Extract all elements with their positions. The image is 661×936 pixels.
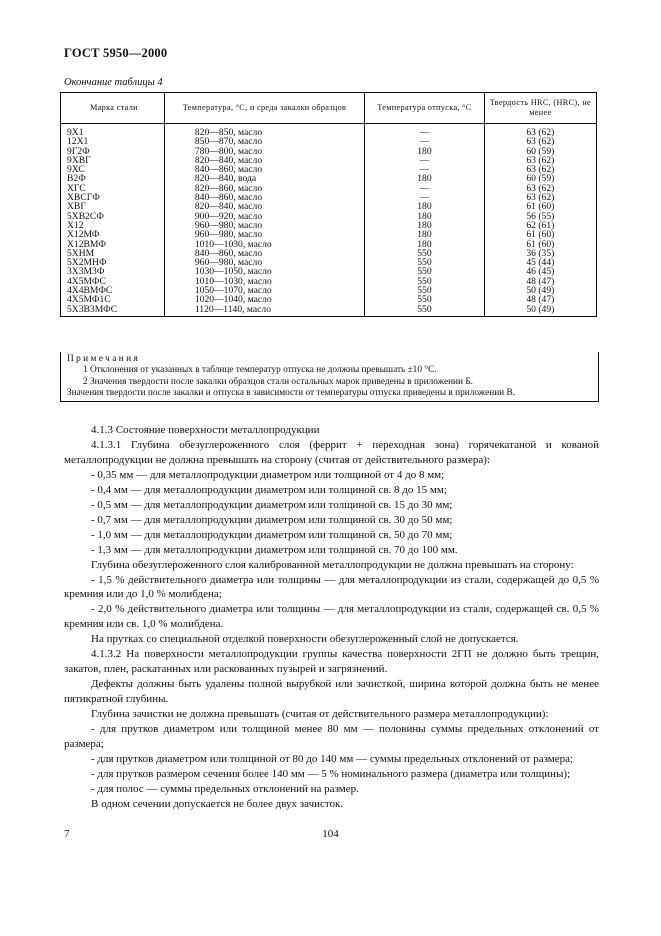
cell-quench: 960—980, масло <box>164 230 364 239</box>
cell-temper: 550 <box>365 258 485 267</box>
table-row <box>61 156 597 165</box>
paragraph: На прутках со специальной отделкой поверхности обезуглероженный слой не допускается. <box>91 633 519 646</box>
cell-quench: 820—860, масло <box>164 184 364 193</box>
cell-steel-grade: 12Х1 <box>61 137 165 146</box>
cell-steel-grade: В2Ф <box>61 174 165 183</box>
paragraph: 4.1.3.1 Глубина обезуглероженного слоя (феррит + переходная зона) горячекатаной и кованой металлопродукции не должна превышать на сторону (считая от действительного размера): <box>64 438 599 466</box>
cell-temper: 550 <box>365 295 485 304</box>
cell-hardness: 63 (62) <box>484 193 596 202</box>
note-2: 2 Значения твердости после закалки образцов стали остальных марок приведены в приложении Б. <box>83 376 473 387</box>
table-row <box>61 305 597 317</box>
cell-temper: — <box>365 137 485 146</box>
cell-hardness: 48 (47) <box>484 295 596 304</box>
table-row <box>61 249 597 258</box>
cell-quench: 1010—1030, масло <box>164 277 364 286</box>
cell-hardness: 50 (49) <box>484 286 596 295</box>
page-number: 104 <box>322 828 339 840</box>
list-item: - 0,35 мм — для металлопродукции диаметром или толщиной от 4 до 8 мм; <box>91 468 445 481</box>
cell-hardness: 48 (47) <box>484 277 596 286</box>
cell-quench: 1010—1030, масло <box>164 240 364 249</box>
table-header-row <box>61 93 597 124</box>
cell-steel-grade: 4Х5МФ1С <box>61 295 165 304</box>
cell-steel-grade: ХВСГФ <box>61 193 165 202</box>
table-body <box>61 124 597 317</box>
cell-temper: 550 <box>365 249 485 258</box>
table-row <box>61 212 597 221</box>
section-heading: 4.1.3 Состояние поверхности металлопродукции <box>91 424 320 436</box>
list-item: - 1,5 % действительного диаметра или толщины — для металлопродукции из стали, содержащей до 0,5 % кремния или до 1,0 % молибдена; <box>64 573 599 601</box>
cell-quench: 850—870, масло <box>164 137 364 146</box>
cell-steel-grade: 4Х5МФС <box>61 277 165 286</box>
table-notes <box>60 352 599 402</box>
header-quench-temperature: Температура, °С, и среда закалки образцов <box>164 93 364 124</box>
cell-hardness: 63 (62) <box>484 137 596 146</box>
cell-hardness: 60 (59) <box>484 174 596 183</box>
header-temper-temperature: Температура отпуска, °С <box>365 93 485 124</box>
list-item: - 1,3 мм — для металлопродукции диаметром или толщиной св. 70 до 100 мм. <box>91 543 458 556</box>
table-row <box>61 193 597 202</box>
table-row <box>61 147 597 156</box>
cell-temper: 180 <box>365 221 485 230</box>
cell-temper: 180 <box>365 202 485 211</box>
cell-hardness: 63 (62) <box>484 165 596 174</box>
cell-steel-grade: 5Х3В3МФС <box>61 305 165 317</box>
cell-quench: 1120—1140, масло <box>164 305 364 317</box>
cell-steel-grade: 3Х3М3Ф <box>61 267 165 276</box>
list-item: - для прутков диаметром или толщиной менее 80 мм — половины суммы предельных отклонений от размера; <box>64 723 599 751</box>
cell-quench: 820—850, масло <box>164 124 364 138</box>
cell-hardness: 45 (44) <box>484 258 596 267</box>
cell-steel-grade: 5Х2МНФ <box>61 258 165 267</box>
table-row <box>61 277 597 286</box>
cell-hardness: 61 (60) <box>484 240 596 249</box>
cell-steel-grade: Х12 <box>61 221 165 230</box>
cell-steel-grade: 5ХНМ <box>61 249 165 258</box>
table-row <box>61 240 597 249</box>
cell-temper: — <box>365 165 485 174</box>
cell-quench: 900—920, масло <box>164 212 364 221</box>
cell-hardness: 61 (60) <box>484 230 596 239</box>
cell-hardness: 36 (35) <box>484 249 596 258</box>
cell-temper: 550 <box>365 305 485 317</box>
note-1: 1 Отклонения от указанных в таблице температур отпуска не должны превышать ±10 °С. <box>83 365 437 376</box>
footer-left-number: 7 <box>64 828 70 840</box>
cell-quench: 820—840, масло <box>164 156 364 165</box>
cell-quench: 820—840, масло <box>164 202 364 211</box>
paragraph: Дефекты должны быть удалены полной вырубкой или зачисткой, ширина которой должна быть не менее пятикратной глубины. <box>64 678 599 706</box>
cell-temper: — <box>365 193 485 202</box>
table-row <box>61 174 597 183</box>
cell-quench: 1050—1070, масло <box>164 286 364 295</box>
table-row <box>61 258 597 267</box>
note-3: Значения твердости после закалки и отпуска в зависимости от температуры отпуска приведены в приложении В. <box>67 387 516 398</box>
cell-quench: 840—860, масло <box>164 165 364 174</box>
cell-steel-grade: 9Х1 <box>61 124 165 138</box>
list-item: - 2,0 % действительного диаметра или толщины — для металлопродукции из стали, содержащей св. 0,5 % кремния или св. 1,0 % молибдена. <box>64 603 599 631</box>
paragraph: Глубина зачистки не должна превышать (считая от действительного размера металлопродукции): <box>91 708 549 721</box>
cell-steel-grade: 9ХВГ <box>61 156 165 165</box>
cell-quench: 840—860, масло <box>164 193 364 202</box>
table-row <box>61 267 597 276</box>
cell-temper: 180 <box>365 174 485 183</box>
list-item: - 0,4 мм — для металлопродукции диаметром или толщиной св. 8 до 15 мм; <box>91 483 447 496</box>
cell-temper: 180 <box>365 147 485 156</box>
notes-title: Примечания <box>67 354 141 364</box>
header-steel-grade: Марка стали <box>61 93 165 124</box>
cell-quench: 1030—1050, масло <box>164 267 364 276</box>
cell-temper: — <box>365 124 485 138</box>
cell-temper: — <box>365 156 485 165</box>
cell-temper: 550 <box>365 267 485 276</box>
paragraph: 4.1.3.2 На поверхности металлопродукции группы качества поверхности 2ГП не должно быть трещин, закатов, плен, раскатанных или раскованных пузырей и загрязнений. <box>64 648 599 676</box>
list-item: - для прутков диаметром или толщиной от 80 до 140 мм — суммы предельных отклонений от размера; <box>91 752 574 765</box>
table-caption: Окончание таблицы 4 <box>64 77 163 88</box>
table-row <box>61 221 597 230</box>
cell-steel-grade: 5ХВ2СФ <box>61 212 165 221</box>
cell-quench: 820—840, вода <box>164 174 364 183</box>
cell-hardness: 63 (62) <box>484 184 596 193</box>
cell-hardness: 61 (60) <box>484 202 596 211</box>
cell-quench: 960—980, масло <box>164 258 364 267</box>
list-item: - 0,5 мм — для металлопродукции диаметром или толщиной св. 15 до 30 мм; <box>91 498 453 511</box>
table-row <box>61 165 597 174</box>
paragraph: Глубина обезуглероженного слоя калиброванной металлопродукции не должна превышать на сторону: <box>91 558 574 571</box>
cell-steel-grade: ХГС <box>61 184 165 193</box>
header-hardness: Твердость HRC, (HRC), не менее <box>484 93 596 124</box>
cell-temper: 180 <box>365 230 485 239</box>
cell-steel-grade: 9ХС <box>61 165 165 174</box>
cell-temper: 180 <box>365 240 485 249</box>
cell-temper: 550 <box>365 277 485 286</box>
cell-steel-grade: 9Г2Ф <box>61 147 165 156</box>
cell-hardness: 56 (55) <box>484 212 596 221</box>
table-row <box>61 124 597 138</box>
cell-quench: 840—860, масло <box>164 249 364 258</box>
cell-steel-grade: ХВГ <box>61 202 165 211</box>
cell-hardness: 50 (49) <box>484 305 596 317</box>
cell-hardness: 63 (62) <box>484 156 596 165</box>
cell-steel-grade: Х12МФ <box>61 230 165 239</box>
cell-steel-grade: 4Х4ВМФС <box>61 286 165 295</box>
list-item: - 1,0 мм — для металлопродукции диаметром или толщиной св. 50 до 70 мм; <box>91 528 453 541</box>
table-row <box>61 286 597 295</box>
cell-quench: 1020—1040, масло <box>164 295 364 304</box>
cell-quench: 960—980, масло <box>164 221 364 230</box>
document-header: ГОСТ 5950—2000 <box>64 46 168 60</box>
paragraph: В одном сечении допускается не более двух зачисток. <box>91 797 344 810</box>
cell-hardness: 60 (59) <box>484 147 596 156</box>
cell-steel-grade: Х12ВМФ <box>61 240 165 249</box>
cell-temper: 550 <box>365 286 485 295</box>
list-item: - для прутков размером сечения более 140 мм — 5 % номинального размера (диаметра или толщины); <box>91 767 571 780</box>
table-row <box>61 202 597 211</box>
table-row <box>61 295 597 304</box>
cell-hardness: 63 (62) <box>484 124 596 138</box>
table-row <box>61 230 597 239</box>
table-row <box>61 184 597 193</box>
cell-hardness: 62 (61) <box>484 221 596 230</box>
list-item: - 0,7 мм — для металлопродукции диаметром или толщиной св. 30 до 50 мм; <box>91 513 453 526</box>
table-row <box>61 137 597 146</box>
cell-hardness: 46 (45) <box>484 267 596 276</box>
list-item: - для полос — суммы предельных отклонений на размер. <box>91 782 359 795</box>
body-text <box>64 423 599 812</box>
cell-temper: 180 <box>365 212 485 221</box>
cell-temper: — <box>365 184 485 193</box>
steel-hardness-table <box>60 92 597 317</box>
cell-quench: 780—800, масло <box>164 147 364 156</box>
